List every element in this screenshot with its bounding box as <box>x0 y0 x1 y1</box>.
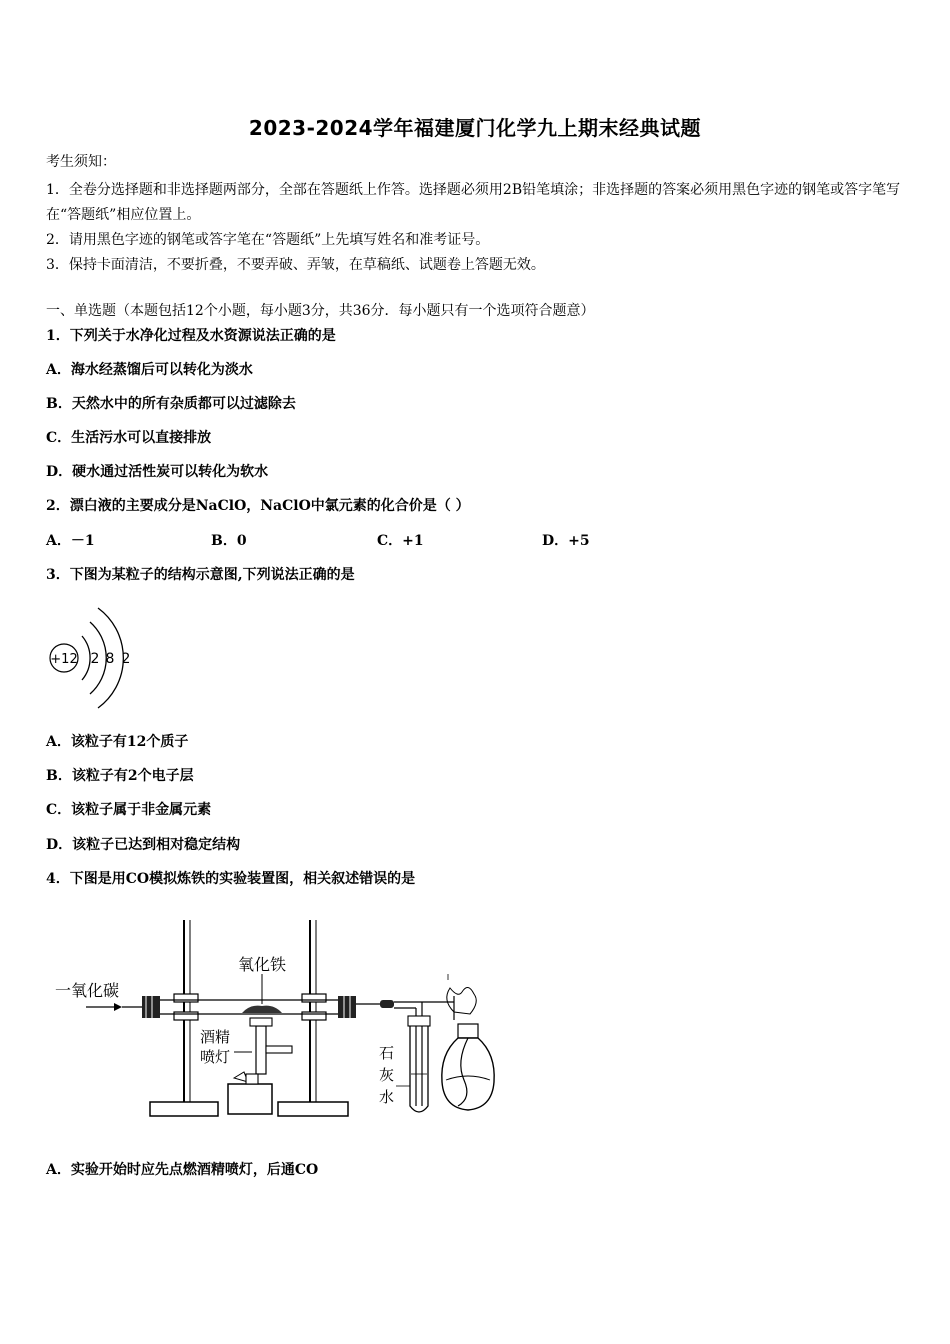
left-stopper <box>142 996 160 1018</box>
lamp-label-1: 酒精 <box>200 1028 231 1046</box>
q3-option-c: C．该粒子属于非金属元素 <box>46 802 212 818</box>
q1-option-a: A．海水经蒸馏后可以转化为淡水 <box>46 362 253 378</box>
q4-option-a: A．实验开始时应先点燃酒精喷灯，后通CO <box>46 1162 319 1178</box>
q2-stem: 2．漂白液的主要成分是NaClO，NaClO中氯元素的化合价是（ ） <box>46 498 470 514</box>
left-clamp-bottom <box>174 1012 198 1020</box>
left-clamp-top <box>174 994 198 1002</box>
electron-shell-1 <box>82 636 90 680</box>
q1-option-d: D．硬水通过活性炭可以转化为软水 <box>46 464 269 480</box>
page-title: 2023-2024学年福建厦门化学九上期末经典试题 <box>248 116 702 140</box>
oxide-label: 氧化铁 <box>238 955 287 974</box>
alcohol-lamp-body <box>442 1038 494 1110</box>
iron-smelting-apparatus-diagram <box>50 912 510 1124</box>
atom-structure-diagram <box>44 598 144 710</box>
q1-option-b: B．天然水中的所有杂质都可以过滤除去 <box>46 396 296 412</box>
notice-heading: 考生须知： <box>46 154 116 170</box>
right-clamp-top <box>302 994 326 1002</box>
blowtorch-reservoir <box>228 1084 272 1114</box>
limewater-label-1: 石 <box>379 1044 395 1062</box>
limewater-test-tube <box>410 1022 428 1112</box>
alcohol-lamp-neck <box>458 1024 478 1038</box>
blowtorch-side-pipe <box>266 1046 292 1053</box>
notice-item-1: 1．全卷分选择题和非选择题两部分，全部在答题纸上作答。选择题必须用2B铅笔填涂；非选择题的答案必须用黑色字迹的钢笔或答字笔写在“答题纸”相应位置上。 <box>46 182 901 223</box>
rubber-connector <box>380 1000 394 1008</box>
lamp-label-2: 喷灯 <box>200 1048 231 1066</box>
q3-option-d: D．该粒子已达到相对稳定结构 <box>46 837 241 853</box>
shell-2-electrons: 8 <box>105 651 115 667</box>
q3-option-a: A．该粒子有12个质子 <box>46 734 189 750</box>
notice-item-3: 3．保持卡面清洁，不要折叠，不要弄破、弄皱，在草稿纸、试题卷上答题无效。 <box>46 257 545 273</box>
q2-option-c: C．+1 <box>377 533 424 549</box>
iron-oxide-powder <box>242 1006 282 1013</box>
q2-option-d: D．+5 <box>542 533 590 549</box>
section-heading: 一、单选题（本题包括12个小题，每小题3分，共36分．每小题只有一个选项符合题意） <box>46 303 595 319</box>
q1-stem: 1．下列关于水净化过程及水资源说法正确的是 <box>46 328 336 344</box>
right-stand-base <box>278 1102 348 1116</box>
tail-gas-flame <box>447 987 476 1014</box>
q1-option-c: C．生活污水可以直接排放 <box>46 430 212 446</box>
gas-label: 一氧化碳 <box>55 981 120 1000</box>
right-clamp-bottom <box>302 1012 326 1020</box>
blowtorch-stem <box>256 1026 266 1074</box>
q2-options <box>46 530 746 550</box>
gas-arrow-head <box>114 1003 122 1011</box>
shell-3-electrons: 2 <box>121 651 131 667</box>
q4-stem: 4．下图是用CO模拟炼铁的实验装置图，相关叙述错误的是 <box>46 871 416 887</box>
q3-option-b: B．该粒子有2个电子层 <box>46 768 194 784</box>
nucleus-charge: +12 <box>50 652 78 667</box>
notice-list <box>46 178 906 278</box>
test-tube-stopper <box>408 1016 430 1026</box>
q2-option-a: A．－1 <box>46 533 95 549</box>
left-stand-base <box>150 1102 218 1116</box>
q3-stem: 3．下图为某粒子的结构示意图,下列说法正确的是 <box>46 567 355 583</box>
q2-option-b: B．0 <box>211 533 247 549</box>
right-stopper <box>338 996 356 1018</box>
limewater-label-3: 水 <box>379 1088 395 1106</box>
notice-item-2: 2．请用黑色字迹的钢笔或答字笔在“答题纸”上先填写姓名和准考证号。 <box>46 232 490 248</box>
limewater-label-2: 灰 <box>379 1066 395 1084</box>
shell-1-electrons: 2 <box>90 651 100 667</box>
